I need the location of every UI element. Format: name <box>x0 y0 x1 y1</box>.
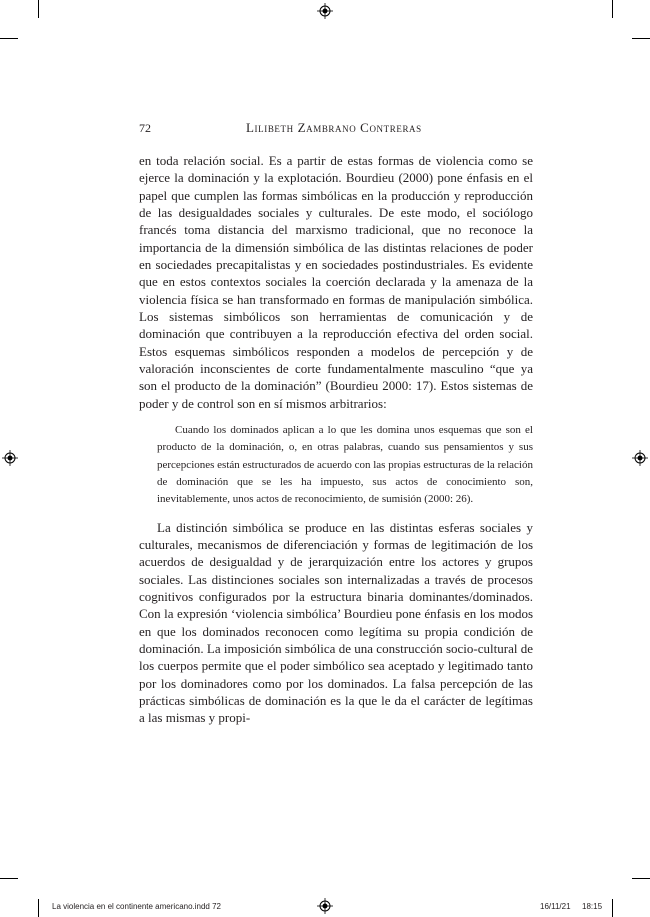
paragraph: en toda relación social. Es a partir de estas formas de violencia como se ejerce la dominación y la explotación. Bourdieu (2000) pone énfasis en el papel que cumplen las formas simbólicas en la producción y reproducción de las desigualdades sociales y culturales. De este modo, el sociólogo francés toma distancia del marxismo tradicional, que no reconoce la importancia de la dimensión simbólica de las distintas relaciones de poder en sociedades precapitalistas y en sociedades postindustriales. Es evidente que en estos contextos sociales la coerción declarada y la amenaza de la violencia física se han transformado en formas de manipulación simbólica. Los sistemas simbólicos son herramientas de comunicación y de dominación que contribuyen a la reproducción efectiva del orden social. Estos esquemas simbólicos responden a modelos de percepción y de valoración inconscientes de corte fundamentalmente masculino “que ya son el producto de la dominación” (Bourdieu 2000: 17). Estos sistemas de poder y de control son en sí mismos arbitrarios: <box>139 153 533 411</box>
page-body <box>139 152 533 727</box>
crop-mark <box>0 38 18 39</box>
crop-mark <box>632 38 650 39</box>
crop-mark <box>0 878 18 879</box>
registration-mark-icon <box>632 450 648 466</box>
slug-filename: La violencia en el continente americano.indd 72 <box>52 902 222 911</box>
registration-mark-icon <box>2 450 18 466</box>
paragraph: La distinción simbólica se produce en las distintas esferas sociales y culturales, mecanismos de diferenciación y formas de legitimación de los acuerdos de desigualdad y de jerarquización entre los actores y grupos sociales. Las distinciones sociales son internalizadas a través de procesos cognitivos configurados por la estructura binaria dominantes/dominados. Con la expresión ‘violencia simbólica’ Bourdieu pone énfasis en los modos en que los dominados reconocen como legítima su propia condición de dominación. La imposición simbólica de una construcción socio-cultural de los cuerpos permite que el poder simbólico sea aceptado y legitimado tanto por los dominadores como por los dominados. La falsa percepción de las prácticas simbólicas de dominación es la que le da el carácter de legítimas a las mismas y propi- <box>139 519 533 726</box>
registration-mark-icon <box>317 3 333 19</box>
author-name: Lilibeth Zambrano Contreras <box>246 120 422 135</box>
crop-mark <box>38 0 39 18</box>
crop-mark <box>612 0 613 18</box>
print-slug <box>0 900 650 914</box>
slug-time: 18:15 <box>582 902 603 911</box>
crop-mark <box>632 878 650 879</box>
quote-text: Cuando los dominados aplican a lo que les domina unos esquemas que son el producto de la dominación, o, en otras palabras, cuando sus pensamientos y sus percepciones están estructurados de acuerdo con las propias estructuras de la relación de dominación que se les ha impuesto, sus actos de conocimiento son, inevitablemente, unos actos de reconocimiento, de sumisión (2000: 26). <box>157 424 533 506</box>
slug-date: 16/11/21 <box>540 902 571 911</box>
page-number: 72 <box>139 121 151 135</box>
block-quote <box>157 422 533 508</box>
